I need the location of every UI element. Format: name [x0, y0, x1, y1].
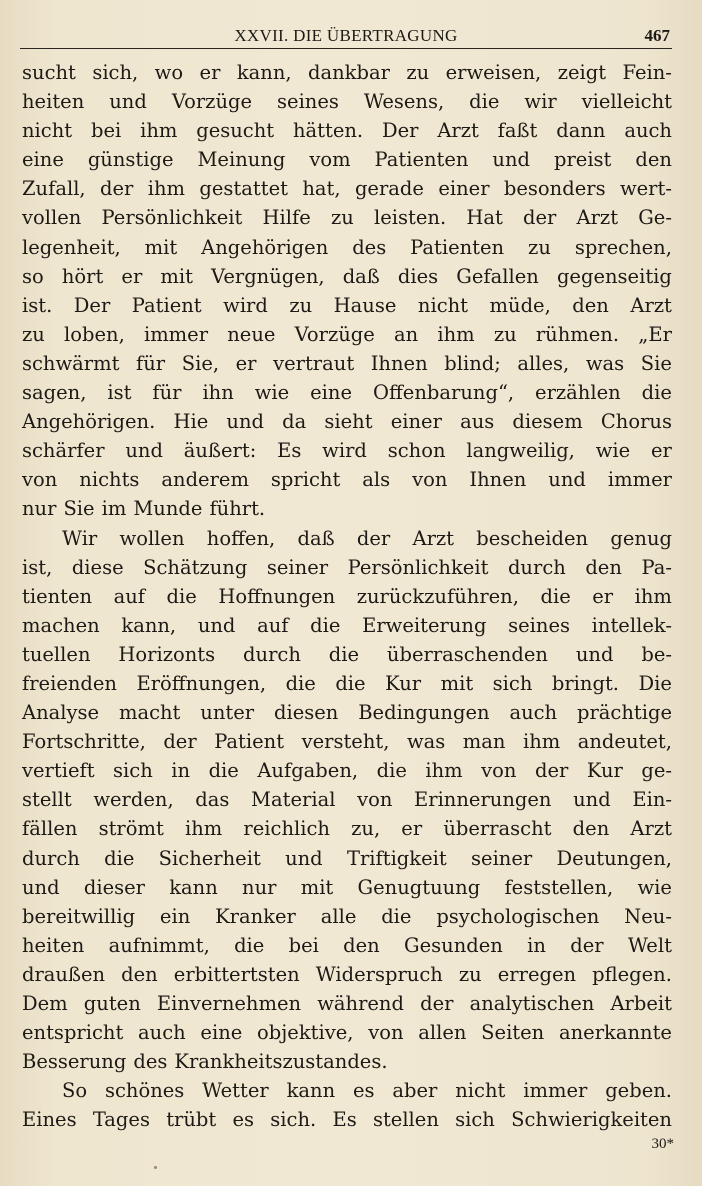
text-line: Dem guten Einvernehmen während der analytischen Arbeit [22, 992, 672, 1015]
text-line: machen kann, und auf die Erweiterung seines intellek- [22, 613, 672, 637]
text-line: Analyse macht unter diesen Bedingungen auch prächtige [22, 701, 672, 725]
text-line: und dieser kann nur mit Genugtuung feststellen, wie [22, 875, 672, 899]
text-line: vertieft sich in die Aufgaben, die ihm von der Kur ge- [22, 759, 672, 783]
text-line: heiten und Vorzüge seines Wesens, die wir vielleicht [22, 90, 672, 114]
text-line: nicht bei ihm gesucht hätten. Der Arzt faßt dann auch [22, 119, 672, 143]
text-line: zu loben, immer neue Vorzüge an ihm zu rühmen. „Er [22, 322, 672, 346]
text-line: vollen Persönlichkeit Hilfe zu leisten. Hat der Arzt Ge- [22, 206, 672, 230]
text-line: sucht sich, wo er kann, dankbar zu erweisen, zeigt Fein- [22, 61, 672, 84]
text-line: Fortschritte, der Patient versteht, was man ihm andeutet, [22, 730, 672, 754]
text-line: Zufall, der ihm gestattet hat, gerade einer besonders wert- [22, 177, 672, 201]
text-line: tienten auf die Hoffnungen zurückzuführen, die er ihm [22, 584, 672, 608]
running-header [20, 22, 672, 49]
text-line: so hört er mit Vergnügen, daß dies Gefallen gegenseitig [22, 264, 672, 288]
text-line: draußen den erbittertsten Widerspruch zu erregen pflegen. [22, 962, 672, 986]
text-line: Wir wollen hoffen, daß der Arzt bescheiden genug [62, 526, 672, 550]
body-text [22, 58, 672, 1134]
text-line: Besserung des Krankheitszustandes. [22, 1050, 388, 1074]
text-line: von nichts anderem spricht als von Ihnen und immer [22, 468, 672, 492]
text-line: legenheit, mit Angehörigen des Patienten zu sprechen, [22, 235, 672, 259]
text-line: nur Sie im Munde führt. [22, 497, 266, 521]
printer-signature: 30* [651, 1136, 674, 1152]
paper-speck [154, 1166, 157, 1169]
text-line: eine günstige Meinung vom Patienten und preist den [22, 148, 672, 172]
text-line: stellt werden, das Material von Erinnerungen und Ein- [22, 788, 672, 812]
text-line: fällen strömt ihm reichlich zu, er überrascht den Arzt [22, 817, 672, 841]
text-line: bereitwillig ein Kranker alle die psychologischen Neu- [22, 904, 672, 928]
text-line: freienden Eröffnungen, die die Kur mit sich bringt. Die [22, 671, 672, 695]
text-line: tuellen Horizonts durch die überraschenden und be- [22, 642, 672, 666]
text-line: sagen, ist für ihn wie eine Offenbarung“, erzählen die [22, 381, 672, 405]
text-line: schwärmt für Sie, er vertraut Ihnen blind; alles, was Sie [22, 351, 672, 375]
text-line: ist, diese Schätzung seiner Persönlichkeit durch den Pa- [22, 555, 672, 579]
text-line: Angehörigen. Hie und da sieht einer aus diesem Chorus [22, 410, 672, 434]
page-number: 467 [644, 26, 670, 45]
text-line: heiten aufnimmt, die bei den Gesunden in der Welt [22, 933, 672, 957]
text-line: Eines Tages trübt es sich. Es stellen sich Schwierigkeiten [22, 1108, 672, 1132]
text-line: durch die Sicherheit und Triftigkeit seiner Deutungen, [22, 846, 672, 870]
text-line: schärfer und äußert: Es wird schon langweilig, wie er [22, 439, 672, 463]
text-line: So schönes Wetter kann es aber nicht immer geben. [62, 1079, 672, 1103]
text-line: entspricht auch eine objektive, von allen Seiten anerkannte [22, 1021, 672, 1045]
chapter-title: XXVII. DIE ÜBERTRAGUNG [234, 26, 458, 45]
text-line: ist. Der Patient wird zu Hause nicht müde, den Arzt [22, 293, 672, 317]
